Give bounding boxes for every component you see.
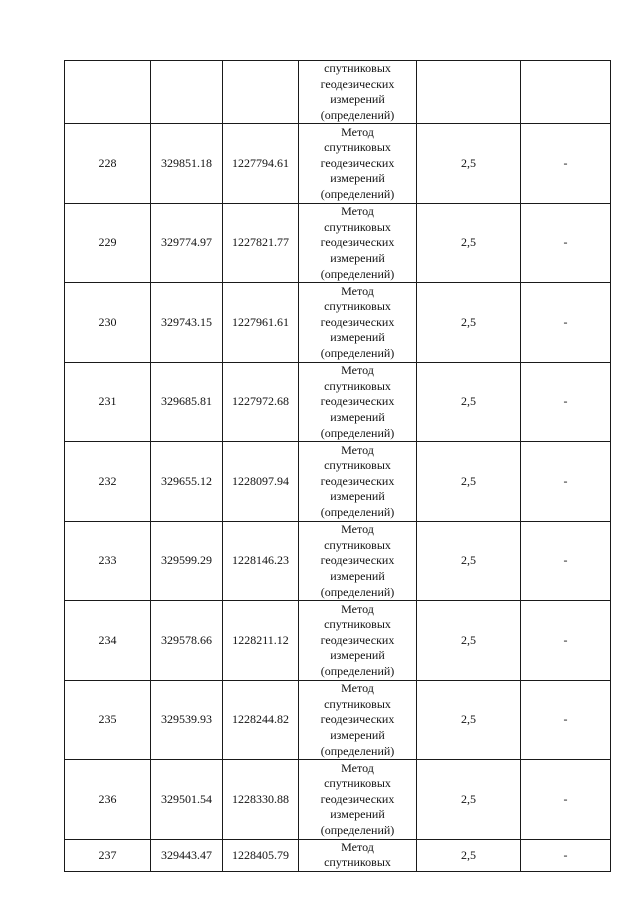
y-coordinate-cell: 1227961.61 [223, 283, 299, 363]
method-line: Метод [341, 522, 374, 537]
method-line: измерений [330, 92, 385, 107]
method-cell [299, 521, 417, 601]
note-cell: - [521, 362, 611, 442]
method-line: Метод [341, 681, 374, 696]
method-line: (определений) [320, 187, 395, 202]
method-line: (определений) [320, 505, 395, 520]
coordinates-table-body [65, 61, 611, 872]
method-line: (определений) [320, 266, 395, 281]
accuracy-cell: 2,5 [417, 601, 521, 681]
accuracy-cell: 2,5 [417, 839, 521, 871]
table-row [65, 601, 611, 681]
method-cell [299, 61, 417, 124]
method-cell [299, 283, 417, 363]
table-row [65, 442, 611, 522]
method-line: геодезических [320, 394, 395, 409]
method-line: измерений [330, 489, 385, 504]
point-number-cell: 237 [65, 839, 151, 871]
point-number-cell: 230 [65, 283, 151, 363]
note-cell [521, 61, 611, 124]
accuracy-cell: 2,5 [417, 521, 521, 601]
point-number-cell: 234 [65, 601, 151, 681]
table-row [65, 839, 611, 871]
accuracy-cell [417, 61, 521, 124]
method-line: спутниковых [324, 219, 391, 234]
note-cell: - [521, 203, 611, 283]
method-line: спутниковых [324, 378, 391, 393]
coordinates-table [64, 60, 611, 872]
method-line: геодезических [320, 791, 395, 806]
method-line: геодезических [320, 712, 395, 727]
point-number-cell: 229 [65, 203, 151, 283]
method-line: (определений) [320, 584, 395, 599]
note-cell: - [521, 521, 611, 601]
x-coordinate-cell: 329443.47 [151, 839, 223, 871]
x-coordinate-cell: 329743.15 [151, 283, 223, 363]
method-line: (определений) [320, 107, 395, 122]
x-coordinate-cell: 329685.81 [151, 362, 223, 442]
method-line: геодезических [320, 155, 395, 170]
method-line: спутниковых [324, 855, 391, 870]
table-row [65, 521, 611, 601]
method-line: измерений [330, 250, 385, 265]
method-cell [299, 760, 417, 840]
x-coordinate-cell: 329774.97 [151, 203, 223, 283]
method-cell [299, 839, 417, 871]
method-line: (определений) [320, 823, 395, 838]
x-coordinate-cell: 329851.18 [151, 124, 223, 204]
note-cell: - [521, 442, 611, 522]
x-coordinate-cell: 329539.93 [151, 680, 223, 760]
method-line: спутниковых [324, 617, 391, 632]
method-line: геодезических [320, 473, 395, 488]
y-coordinate-cell: 1228146.23 [223, 521, 299, 601]
accuracy-cell: 2,5 [417, 680, 521, 760]
method-line: (определений) [320, 743, 395, 758]
y-coordinate-cell [223, 61, 299, 124]
x-coordinate-cell [151, 61, 223, 124]
method-cell [299, 362, 417, 442]
note-cell: - [521, 283, 611, 363]
method-line: геодезических [320, 553, 395, 568]
y-coordinate-cell: 1227794.61 [223, 124, 299, 204]
x-coordinate-cell: 329501.54 [151, 760, 223, 840]
method-line: измерений [330, 807, 385, 822]
method-line: спутниковых [324, 776, 391, 791]
point-number-cell: 232 [65, 442, 151, 522]
table-row [65, 760, 611, 840]
method-line: Метод [341, 124, 374, 139]
table-row [65, 203, 611, 283]
note-cell: - [521, 601, 611, 681]
accuracy-cell: 2,5 [417, 203, 521, 283]
point-number-cell: 233 [65, 521, 151, 601]
y-coordinate-cell: 1227972.68 [223, 362, 299, 442]
y-coordinate-cell: 1227821.77 [223, 203, 299, 283]
method-line: измерений [330, 727, 385, 742]
point-number-cell: 231 [65, 362, 151, 442]
method-line: геодезических [320, 314, 395, 329]
method-line: (определений) [320, 664, 395, 679]
y-coordinate-cell: 1228405.79 [223, 839, 299, 871]
method-line: спутниковых [324, 61, 391, 75]
method-line: (определений) [320, 425, 395, 440]
method-line: спутниковых [324, 299, 391, 314]
y-coordinate-cell: 1228211.12 [223, 601, 299, 681]
table-row-continued [65, 61, 611, 124]
method-line: геодезических [320, 632, 395, 647]
accuracy-cell: 2,5 [417, 760, 521, 840]
table-row [65, 283, 611, 363]
x-coordinate-cell: 329578.66 [151, 601, 223, 681]
method-line: спутниковых [324, 140, 391, 155]
method-line: измерений [330, 568, 385, 583]
y-coordinate-cell: 1228097.94 [223, 442, 299, 522]
table-row [65, 124, 611, 204]
y-coordinate-cell: 1228244.82 [223, 680, 299, 760]
point-number-cell: 235 [65, 680, 151, 760]
method-line: Метод [341, 601, 374, 616]
method-line: Метод [341, 283, 374, 298]
note-cell: - [521, 124, 611, 204]
method-line: измерений [330, 648, 385, 663]
method-line: Метод [341, 442, 374, 457]
method-cell [299, 601, 417, 681]
method-cell [299, 680, 417, 760]
x-coordinate-cell: 329655.12 [151, 442, 223, 522]
method-line: измерений [330, 330, 385, 345]
note-cell: - [521, 760, 611, 840]
x-coordinate-cell: 329599.29 [151, 521, 223, 601]
method-line: измерений [330, 171, 385, 186]
table-row [65, 680, 611, 760]
method-cell [299, 124, 417, 204]
accuracy-cell: 2,5 [417, 442, 521, 522]
method-line: измерений [330, 409, 385, 424]
method-cell [299, 203, 417, 283]
point-number-cell: 228 [65, 124, 151, 204]
accuracy-cell: 2,5 [417, 124, 521, 204]
note-cell: - [521, 680, 611, 760]
note-cell: - [521, 839, 611, 871]
method-line: Метод [341, 204, 374, 219]
point-number-cell: 236 [65, 760, 151, 840]
accuracy-cell: 2,5 [417, 362, 521, 442]
method-line: спутниковых [324, 458, 391, 473]
accuracy-cell: 2,5 [417, 283, 521, 363]
method-line: (определений) [320, 346, 395, 361]
method-line: Метод [341, 363, 374, 378]
method-line: геодезических [320, 235, 395, 250]
method-line: спутниковых [324, 537, 391, 552]
method-line: Метод [341, 839, 374, 854]
method-cell [299, 442, 417, 522]
point-number-cell [65, 61, 151, 124]
y-coordinate-cell: 1228330.88 [223, 760, 299, 840]
method-line: спутниковых [324, 696, 391, 711]
method-line: Метод [341, 760, 374, 775]
method-line: геодезических [320, 76, 395, 91]
table-row [65, 362, 611, 442]
